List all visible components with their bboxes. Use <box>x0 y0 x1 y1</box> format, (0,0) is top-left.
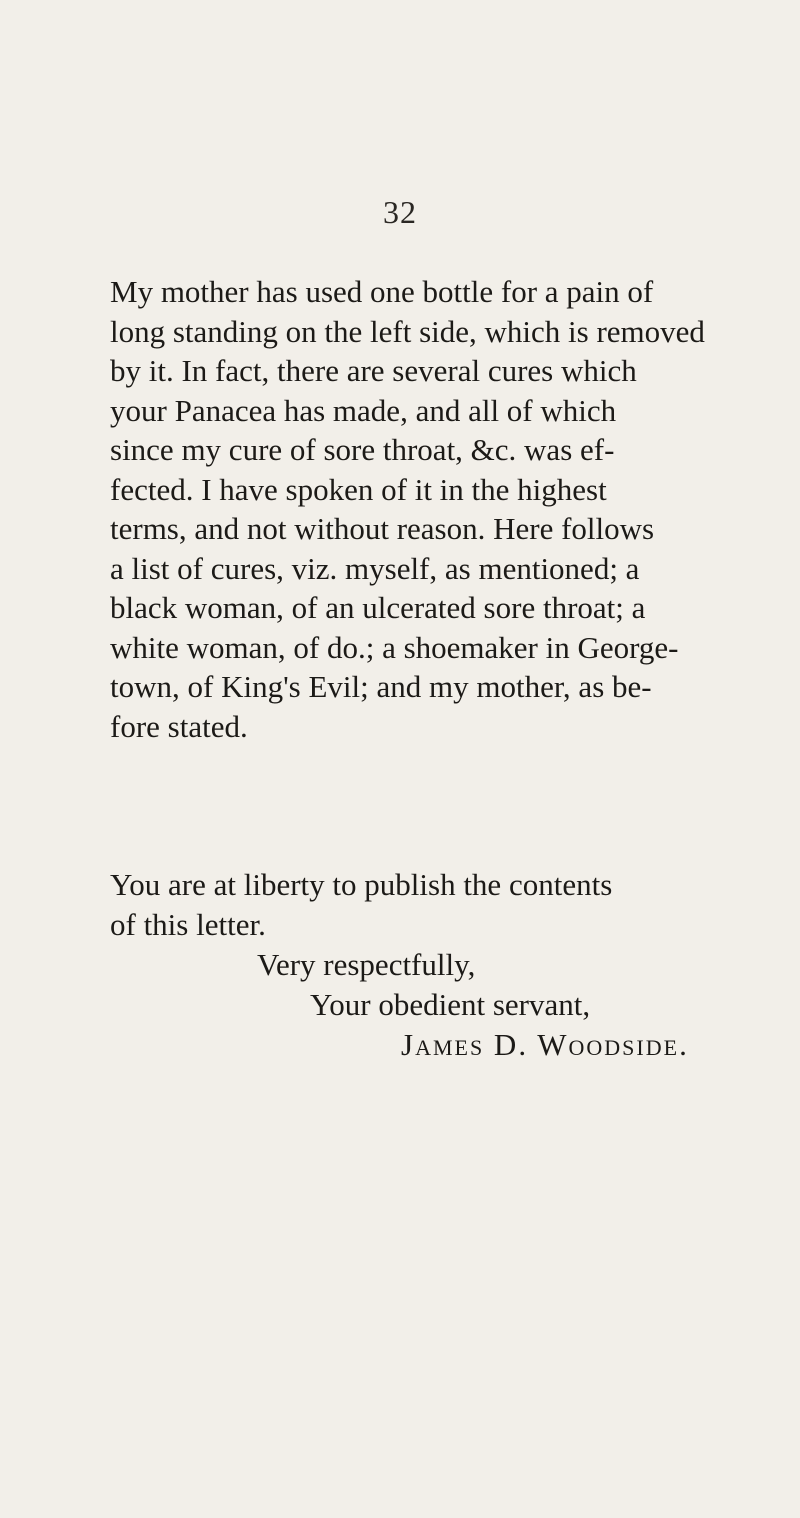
text-line: since my cure of sore throat, &c. was ef- <box>110 432 615 467</box>
text-line: of this letter. <box>110 906 266 942</box>
closing-servant-line: Your obedient servant, <box>310 987 591 1022</box>
text-line: terms, and not without reason. Here follows <box>110 511 655 546</box>
text-line: white woman, of do.; a shoemaker in George- <box>110 629 679 665</box>
text-line: a list of cures, viz. myself, as mentioned; a <box>110 550 640 586</box>
signature: James D. Woodside. <box>401 1027 689 1062</box>
text-line: fore stated. <box>110 708 248 744</box>
text-line: by it. In fact, there are several cures which <box>110 353 637 388</box>
letter-paragraph-2 <box>110 865 780 944</box>
closing-salutation: Very respectfully, <box>257 947 476 982</box>
text-line: My mother has used one bottle for a pain of <box>110 274 654 309</box>
letter-paragraph-1 <box>110 272 780 746</box>
text-line: fected. I have spoken of it in the highest <box>110 471 607 507</box>
text-line: long standing on the left side, which is removed <box>110 313 705 349</box>
page-number: 32 <box>383 194 417 230</box>
text-line: You are at liberty to publish the contents <box>110 867 613 902</box>
text-line: town, of King's Evil; and my mother, as be- <box>110 669 652 704</box>
text-line: black woman, of an ulcerated sore throat; a <box>110 590 646 625</box>
text-line: your Panacea has made, and all of which <box>110 392 617 428</box>
